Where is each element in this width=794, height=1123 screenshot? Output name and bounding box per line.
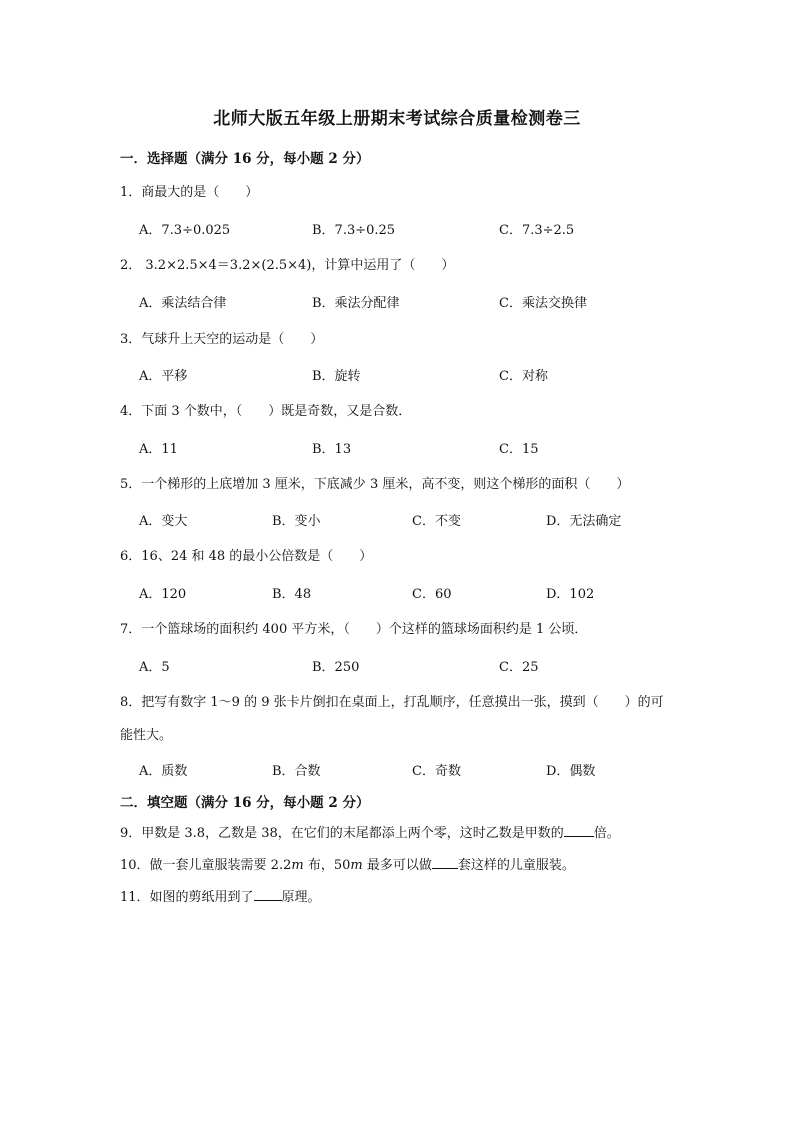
question-4: 4．下面 3 个数中，（ ）既是奇数，又是合数． <box>120 404 412 419</box>
q7-option-b: B．250 <box>312 660 360 675</box>
q6-option-c: C．60 <box>412 587 452 602</box>
section-heading-fill: 二．填空题（满分 16 分，每小题 2 分） <box>120 795 370 811</box>
q10-text: 10．做一套儿童服装需要 2.2 <box>120 858 292 873</box>
question-9 <box>120 822 620 841</box>
q5-option-a: A．变大 <box>139 514 188 529</box>
q10-text-mid: 布，50 <box>303 858 351 873</box>
q11-answer-blank[interactable] <box>254 888 282 901</box>
question-8-continuation: 能性大。 <box>120 728 173 743</box>
q11-text: 11．如图的剪纸用到了 <box>120 890 254 905</box>
question-8: 8．把写有数字 1～9 的 9 张卡片倒扣在桌面上，打乱顺序，任意摸出一张，摸到（ ）的可 <box>120 695 664 710</box>
question-2: 2． 3.2×2.5×4＝3.2×(2.5×4)，计算中运用了（ ） <box>120 258 455 273</box>
q9-text-end: 倍。 <box>593 826 620 841</box>
q10-unit-2: m <box>350 858 363 873</box>
q5-option-c: C．不变 <box>412 514 461 529</box>
q6-option-b: B．48 <box>272 587 312 602</box>
q6-option-a: A．120 <box>139 587 187 602</box>
q8-option-b: B．合数 <box>272 764 321 779</box>
q4-option-b: B．13 <box>312 442 352 457</box>
question-3: 3．气球升上天空的运动是（ ） <box>120 332 324 347</box>
q10-text-end: 套这样的儿童服装。 <box>457 858 575 873</box>
q9-text: 9．甲数是 3.8，乙数是 38，在它们的末尾都添上两个零，这时乙数是甲数的 <box>120 826 564 841</box>
section-heading-choice: 一．选择题（满分 16 分，每小题 2 分） <box>120 151 370 167</box>
question-1: 1．商最大的是（ ） <box>120 185 259 200</box>
q2-option-c: C．乘法交换律 <box>499 296 587 311</box>
q6-option-d: D．102 <box>546 587 595 602</box>
q8-option-d: D．偶数 <box>546 764 596 779</box>
question-11 <box>120 886 321 905</box>
page-title: 北师大版五年级上册期末考试综合质量检测卷三 <box>213 109 581 129</box>
q1-option-c: C．7.3÷2.5 <box>499 223 575 238</box>
q4-option-c: C．15 <box>499 442 539 457</box>
q5-option-b: B．变小 <box>272 514 321 529</box>
q3-option-b: B．旋转 <box>312 369 361 384</box>
q4-option-a: A．11 <box>139 442 178 457</box>
q2-option-a: A．乘法结合律 <box>139 296 227 311</box>
q2-option-b: B．乘法分配律 <box>312 296 400 311</box>
q7-option-c: C．25 <box>499 660 539 675</box>
q5-option-d: D．无法确定 <box>546 514 622 529</box>
q9-answer-blank[interactable] <box>564 824 594 837</box>
question-7: 7．一个篮球场的面积约 400 平方米，（ ）个这样的篮球场面积约是 1 公顷． <box>120 622 588 637</box>
q1-option-a: A．7.3÷0.025 <box>139 223 231 238</box>
q3-option-c: C．对称 <box>499 369 548 384</box>
q1-option-b: B．7.3÷0.25 <box>312 223 396 238</box>
q10-unit: m <box>291 858 304 873</box>
question-10 <box>120 854 575 873</box>
q8-option-a: A．质数 <box>139 764 188 779</box>
q8-option-c: C．奇数 <box>412 764 461 779</box>
q11-text-end: 原理。 <box>281 890 321 905</box>
q10-text-mid2: 最多可以做 <box>362 858 432 873</box>
q7-option-a: A．5 <box>139 660 170 675</box>
q10-answer-blank[interactable] <box>432 856 458 869</box>
question-5: 5．一个梯形的上底增加 3 厘米，下底减少 3 厘米，高不变，则这个梯形的面积（ ） <box>120 477 630 492</box>
q3-option-a: A．平移 <box>139 369 188 384</box>
question-6: 6．16、24 和 48 的最小公倍数是（ ） <box>120 549 373 564</box>
